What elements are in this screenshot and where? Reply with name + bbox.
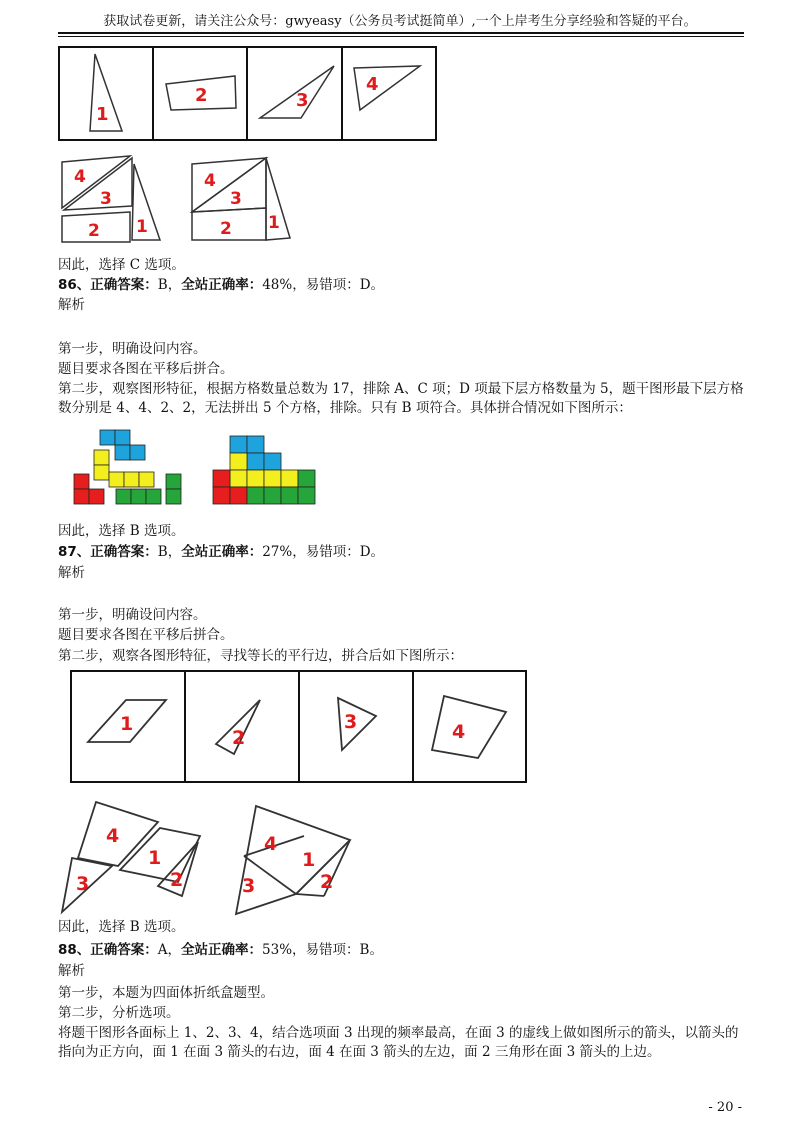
q86-block-figure xyxy=(70,428,330,514)
q86-step2: 第二步，观察图形特征，根据方格数量总数为 17，排除 A、C 项；D 项最下层方格数量为 5，题干图形最下层方格数分别是 4、4、2、2，无法拼出 5 个方格，排除。只有 B 项符合。具体拼合情况如下图所示： xyxy=(58,381,744,416)
svg-text:3: 3 xyxy=(76,873,90,895)
shape-label-1: 1 xyxy=(96,104,109,125)
svg-text:4: 4 xyxy=(452,721,466,743)
q87-step1: 第一步，明确设问内容。 xyxy=(58,607,207,623)
header-rule xyxy=(58,32,744,34)
shape-label-4: 4 xyxy=(366,74,379,95)
shape-label-3: 3 xyxy=(296,90,309,111)
q88-answer-line: 88、正确答案：A，全站正确率：53%，易错项：B。 xyxy=(58,942,383,958)
svg-text:1: 1 xyxy=(136,217,148,237)
q87-option-figures xyxy=(70,670,528,784)
q86-answer-line: 86、正确答案：B，全站正确率：48%，易错项：D。 xyxy=(58,277,385,293)
q88-step1: 第一步，本题为四面体折纸盒题型。 xyxy=(58,985,274,1001)
svg-text:4: 4 xyxy=(204,171,216,191)
svg-text:3: 3 xyxy=(242,875,256,897)
q88-jiexi: 解析 xyxy=(58,963,85,979)
svg-text:4: 4 xyxy=(106,825,120,847)
svg-text:4: 4 xyxy=(264,833,278,855)
svg-text:2: 2 xyxy=(170,869,184,891)
svg-text:3: 3 xyxy=(344,711,358,733)
shape-label-2: 2 xyxy=(195,85,208,106)
q85-option-figures xyxy=(58,46,438,142)
svg-text:1: 1 xyxy=(148,847,162,869)
svg-text:2: 2 xyxy=(88,221,100,241)
q87-jiexi: 解析 xyxy=(58,565,85,581)
q85-combination-figures xyxy=(58,150,298,246)
q86-task: 题目要求各图在平移后拼合。 xyxy=(58,361,234,377)
q87-task: 题目要求各图在平移后拼合。 xyxy=(58,627,234,643)
q88-body: 将题干图形各面标上 1、2、3、4，结合选项面 3 出现的频率最高，在面 3 的虚线上做如图所示的箭头，以箭头的指向为正方向，面 1 在面 3 箭头的右边，面 4 在面 3 箭头的左边，面 2 三角形在面 3 箭头的上边。 xyxy=(58,1025,739,1060)
page-number: - 20 - xyxy=(708,1100,742,1115)
svg-text:1: 1 xyxy=(302,849,316,871)
q85-conclusion: 因此，选择 C 选项。 xyxy=(58,257,185,273)
q86-step1: 第一步，明确设问内容。 xyxy=(58,341,207,357)
svg-text:4: 4 xyxy=(74,167,86,187)
svg-text:1: 1 xyxy=(120,713,134,735)
q87-answer-line: 87、正确答案：B，全站正确率：27%，易错项：D。 xyxy=(58,544,385,560)
q87-combination-figures xyxy=(58,796,358,916)
svg-text:2: 2 xyxy=(320,871,334,893)
svg-text:2: 2 xyxy=(220,219,232,239)
q86-jiexi: 解析 xyxy=(58,297,85,313)
svg-text:2: 2 xyxy=(232,727,246,749)
page-header: 获取试卷更新，请关注公众号：gwyeasy（公务员考试挺简单）,一个上岸考生分享经验和答疑的平台。 xyxy=(103,14,697,29)
shape-4 xyxy=(354,66,420,110)
q87-conclusion: 因此，选择 B 选项。 xyxy=(58,919,185,935)
svg-text:3: 3 xyxy=(230,189,242,209)
q86-conclusion: 因此，选择 B 选项。 xyxy=(58,523,185,539)
header-rule-thin xyxy=(58,36,744,37)
svg-text:1: 1 xyxy=(268,213,280,233)
q88-step2: 第二步，分析选项。 xyxy=(58,1005,180,1021)
q87-step2: 第二步，观察各图形特征，寻找等长的平行边，拼合后如下图所示： xyxy=(58,648,463,664)
svg-text:3: 3 xyxy=(100,189,112,209)
